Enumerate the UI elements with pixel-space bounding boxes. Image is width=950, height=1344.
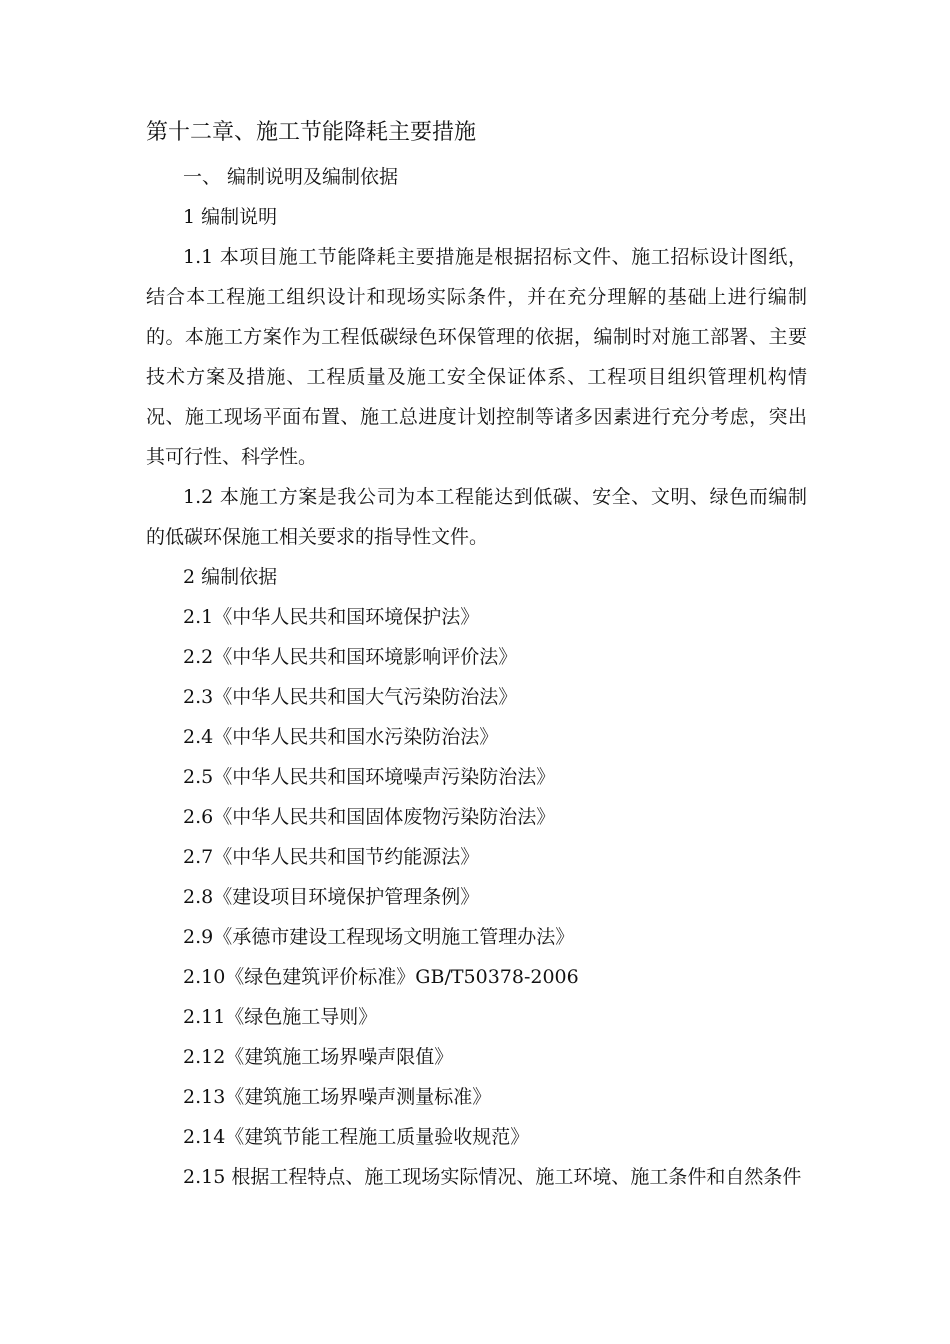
subsection-heading-2: 2 编制依据 [183,566,278,588]
basis-item: 2.9《承德市建设工程现场文明施工管理办法》 [183,926,575,948]
chapter-title: 第十二章、施工节能降耗主要措施 [146,120,477,145]
basis-item: 2.5《中华人民共和国环境噪声污染防治法》 [183,766,556,788]
basis-item: 2.4《中华人民共和国水污染防治法》 [183,726,499,748]
basis-item: 2.14《建筑节能工程施工质量验收规范》 [183,1126,530,1148]
basis-item: 2.12《建筑施工场界噪声限值》 [183,1046,454,1068]
basis-item: 2.13《建筑施工场界噪声测量标准》 [183,1086,492,1108]
basis-item: 2.15 根据工程特点、施工现场实际情况、施工环境、施工条件和自然条件 [183,1166,802,1188]
subsection-heading-1: 1 编制说明 [183,206,278,228]
basis-item: 2.7《中华人民共和国节约能源法》 [183,846,480,868]
section-heading-1: 一、 编制说明及编制依据 [183,166,399,188]
basis-item: 2.3《中华人民共和国大气污染防治法》 [183,686,518,708]
basis-item: 2.11《绿色施工导则》 [183,1006,378,1028]
basis-item: 2.10《绿色建筑评价标准》GB/T50378-2006 [183,966,579,988]
paragraph-1-2: 1.2 本施工方案是我公司为本工程能达到低碳、安全、文明、绿色而编制的低碳环保施工相关要求的指导性文件。 [146,486,807,548]
basis-item: 2.8《建设项目环境保护管理条例》 [183,886,480,908]
basis-item: 2.6《中华人民共和国固体废物污染防治法》 [183,806,556,828]
paragraph-1-1: 1.1 本项目施工节能降耗主要措施是根据招标文件、施工招标设计图纸，结合本工程施工组织设计和现场实际条件，并在充分理解的基础上进行编制的。本施工方案作为工程低碳绿色环保管理的依据，编制时对施工部署、主要技术方案及措施、工程质量及施工安全保证体系、工程项目组织管理机构情况、施工现场平面布置、施工总进度计划控制等诸多因素进行充分考虑，突出其可行性、科学性。 [146,246,807,468]
basis-item: 2.2《中华人民共和国环境影响评价法》 [183,646,518,668]
basis-item: 2.1《中华人民共和国环境保护法》 [183,606,480,628]
